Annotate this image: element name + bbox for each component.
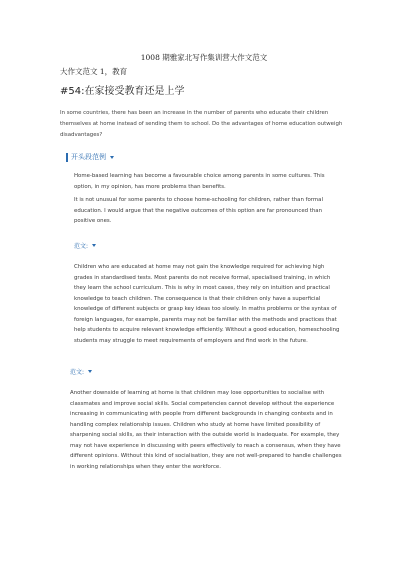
essay-headline: #54:在家接受教育还是上学 — [60, 86, 185, 97]
opening-paragraph-2: It is not unusual for some parents to choose home-schooling for children, rather than formal education. I would argue that the negative outcomes of this option are far pronounced than positive ones. — [74, 197, 323, 224]
document-title: 1008 期雅家北写作集训营大作文范文 — [140, 53, 268, 62]
document-subtitle: 大作文范文 1，教育 — [60, 67, 128, 76]
opening-paragraph-1: Home-based learning has become a favourable choice among parents in some cultures. This option, in my opinion, has more problems than benefits. — [74, 173, 325, 190]
chevron-down-icon — [92, 244, 96, 247]
opening-section-label: 开头段范例 — [71, 153, 106, 161]
chevron-down-icon — [110, 156, 114, 159]
sample2-paragraph: Another downside of learning at home is that children may lose opportunities to socialise with classmates and improve social skills. Social competencies cannot develop without the experience increasing in communicating with people from different backgrounds in changing contexts and in handling complex relationship issues. Children who study at home have limited possibility of sharpening social skills, as their interaction with the outside world is inadequate. For example, they may not have experience in discussing with peers effectively to reach a consensus, when they have different opinions. Without this kind of socialisation, they are not well-prepared to handle challenges in working relationships when they enter the workforce. — [70, 390, 342, 470]
section-marker — [66, 153, 68, 162]
opening-section-toggle[interactable] — [66, 152, 114, 162]
chevron-down-icon — [88, 370, 92, 373]
sample1-toggle[interactable] — [74, 241, 96, 250]
sample2-toggle[interactable] — [70, 367, 92, 376]
essay-question: In some countries, there has been an increase in the number of parents who educate their children themselves at home instead of sending them to school. Do the advantages of home education outweigh disadvantages? — [60, 110, 343, 138]
sample1-paragraph: Children who are educated at home may not gain the knowledge required for achieving high grades in standardised tests. Most parents do not receive formal, specialised training, in which they learn the school curriculum. This is why in most cases, they rely on intuition and practical knowledge to teach children. The consequence is that their children only have a superficial knowledge of different subjects or grasp key ideas too slowly. In maths problems or the syntax of foreign languages, for example, parents may not be familiar with the methods and practices that help students to acquire relevant knowledge efficiently. Without a good education, homeschooling students may struggle to meet requirements of employers and find work in the future. — [74, 264, 340, 344]
sample2-label: 范文: — [70, 369, 85, 376]
sample1-label: 范文: — [74, 243, 89, 250]
